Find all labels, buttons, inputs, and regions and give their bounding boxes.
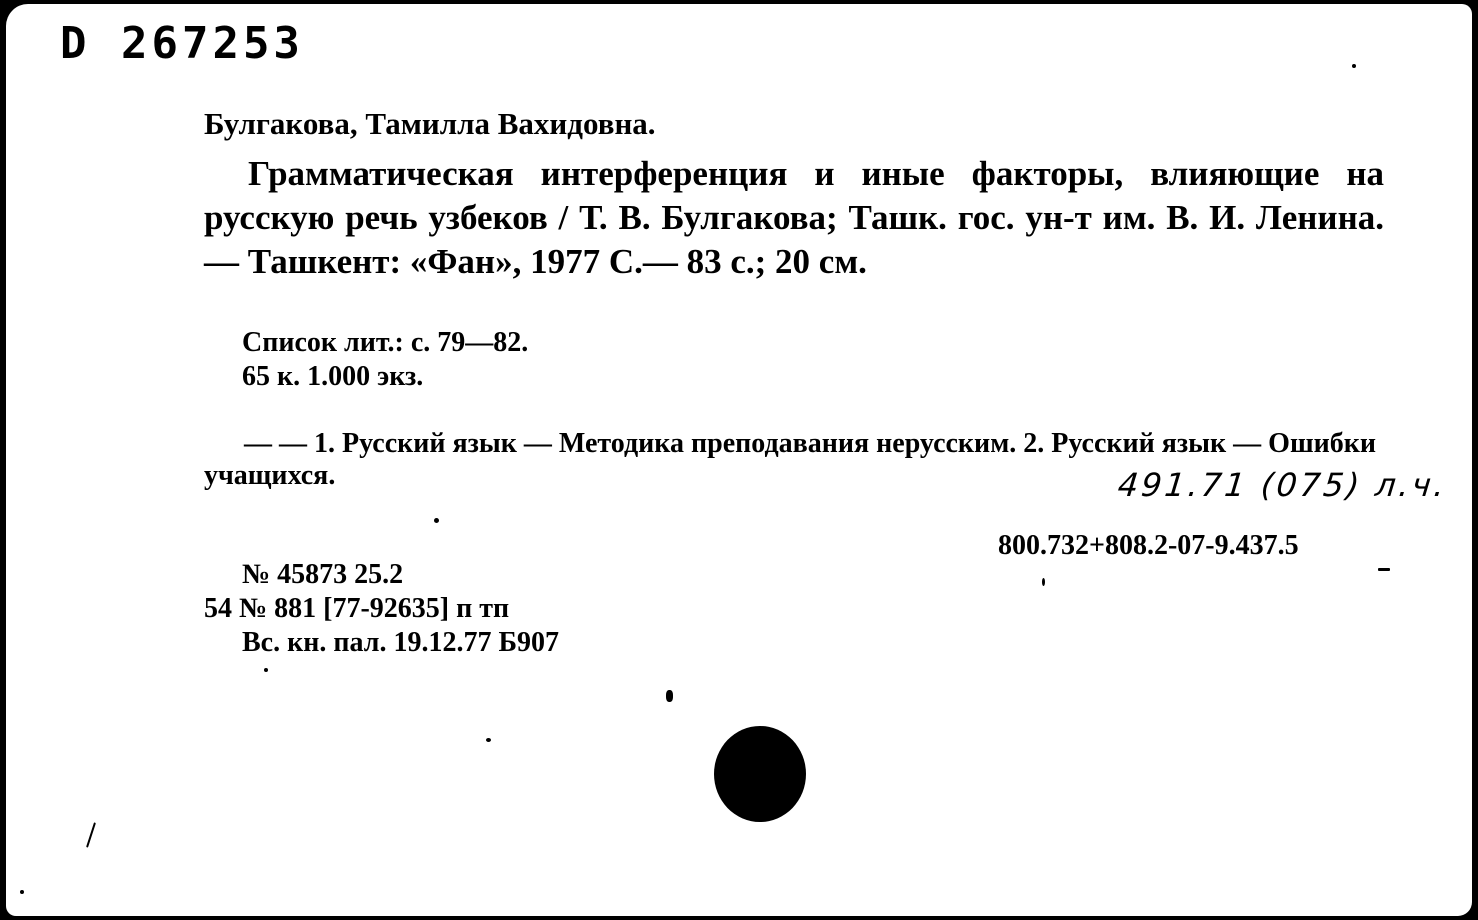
chamber-line: Вс. кн. пал. 19.12.77 Б907	[242, 627, 559, 658]
punch-hole	[714, 726, 806, 822]
order-line: 54 № 881 [77-92635] п тп	[204, 593, 510, 624]
classification-code: 800.732+808.2-07-9.437.5	[998, 530, 1299, 561]
subject-headings: — — 1. Русский язык — Методика преподавания нерусским. 2. Русский язык — Ошибки учащихся.	[204, 428, 1376, 491]
ink-speck	[1378, 568, 1390, 571]
handwritten-call-number: 491.71 (075) л.ч.	[1116, 466, 1450, 504]
author-heading: Булгакова, Тамилла Вахидовна.	[204, 106, 656, 141]
ink-speck	[434, 518, 439, 523]
bibliography-note: Список лит.: с. 79—82.	[242, 327, 529, 358]
ink-speck	[486, 738, 491, 742]
record-number: № 45873 25.2	[242, 559, 404, 590]
ink-speck	[1352, 64, 1356, 68]
record-block	[204, 558, 559, 660]
ink-speck	[666, 690, 673, 702]
ink-speck	[1042, 578, 1045, 586]
title-statement: Грамматическая интерференция и иные факторы, влияющие на русскую речь узбеков / Т. В. Булгакова; Ташк. гос. ун-т им. В. И. Ленина.— Ташкент: «Фан», 1977 С.— 83 с.; 20 см.	[204, 154, 1384, 281]
ink-speck	[264, 668, 268, 672]
call-number: D 267253	[60, 18, 304, 69]
ink-speck	[86, 822, 96, 847]
notes-block	[242, 326, 528, 394]
price-print-run: 65 к. 1.000 экз.	[242, 361, 424, 392]
catalog-card	[6, 4, 1472, 916]
ink-speck	[20, 890, 24, 894]
